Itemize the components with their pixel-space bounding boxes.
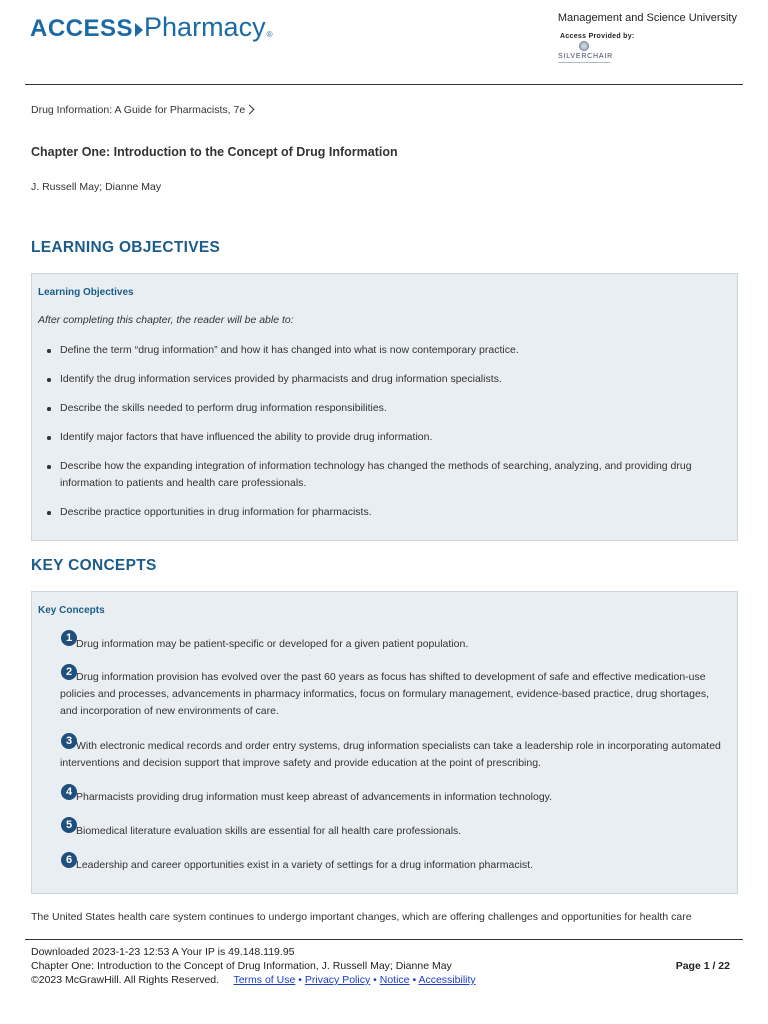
concept-number-3-icon: 3 xyxy=(61,733,77,749)
copyright-text: ©2023 McGrawHill. All Rights Reserved. xyxy=(31,974,220,986)
learning-objective-item: Identify major factors that have influenced the ability to provide drug information. xyxy=(60,431,433,443)
accesspharmacy-logo[interactable] xyxy=(30,12,272,43)
bullet-icon xyxy=(47,465,51,469)
concept-number-5-icon: 5 xyxy=(61,817,77,833)
key-concepts-box-title: Key Concepts xyxy=(38,605,105,616)
silverchair-logo xyxy=(558,41,614,65)
learning-objective-item: Define the term “drug information” and how it has changed into what is now contemporary practice. xyxy=(60,344,519,356)
logo-arrow-icon xyxy=(135,23,143,37)
bullet-icon xyxy=(47,436,51,440)
learning-objective-item: Identify the drug information services provided by pharmacists and drug information specialists. xyxy=(60,373,502,385)
silverchair-logo-rule xyxy=(558,62,610,63)
body-paragraph: The United States health care system continues to undergo important changes, which are offering challenges and opportunities for health care xyxy=(31,911,692,923)
footer-copyright-row xyxy=(31,974,476,986)
access-provided-by-label: Access Provided by: xyxy=(560,33,635,40)
notice-link[interactable]: Notice xyxy=(379,974,410,986)
key-concept-text: Biomedical literature evaluation skills are essential for all health care professionals. xyxy=(76,825,462,837)
bullet-icon xyxy=(47,511,51,515)
link-separator: • xyxy=(373,974,377,986)
download-info: Downloaded 2023-1-23 12:53 A Your IP is 49.148.119.95 xyxy=(31,946,295,958)
key-concept-item xyxy=(60,789,725,806)
concept-number-4-icon: 4 xyxy=(61,784,77,800)
logo-registered-mark: ® xyxy=(266,30,273,39)
chevron-right-icon xyxy=(245,105,255,115)
bullet-icon xyxy=(47,349,51,353)
page-number: Page 1 / 22 xyxy=(675,960,730,972)
key-concept-item xyxy=(60,636,725,653)
learning-objective-item: Describe the skills needed to perform drug information responsibilities. xyxy=(60,402,387,414)
key-concept-text: Drug information provision has evolved over the past 60 years as focus has shifted to development of safe and effective medication-use policies and processes, advancements in pharmacy informatics, focus on formulary management, evidence-based practice, drug shortages, and incorporation of new environments of care. xyxy=(60,671,709,717)
chapter-citation: Chapter One: Introduction to the Concept of Drug Information, J. Russell May; Dianne May xyxy=(31,960,452,972)
chapter-authors: J. Russell May; Dianne May xyxy=(31,181,162,193)
learning-objectives-box-title: Learning Objectives xyxy=(38,287,134,298)
concept-number-6-icon: 6 xyxy=(61,852,77,868)
breadcrumb[interactable] xyxy=(31,104,253,116)
concept-number-1-icon: 1 xyxy=(61,630,77,646)
concept-number-2-icon: 2 xyxy=(61,664,77,680)
privacy-policy-link[interactable]: Privacy Policy xyxy=(304,974,371,986)
key-concepts-box xyxy=(31,591,738,894)
logo-access-text: ACCESS xyxy=(30,15,134,42)
learning-objective-item: Describe practice opportunities in drug information for pharmacists. xyxy=(60,506,372,518)
learning-objectives-heading: LEARNING OBJECTIVES xyxy=(31,239,221,256)
institution-name: Management and Science University xyxy=(557,12,737,24)
terms-of-use-link[interactable]: Terms of Use xyxy=(233,974,296,986)
header-divider xyxy=(25,84,743,85)
key-concept-item xyxy=(60,857,725,874)
accessibility-link[interactable]: Accessibility xyxy=(418,974,476,986)
key-concepts-heading: KEY CONCEPTS xyxy=(31,557,157,574)
key-concept-text: Leadership and career opportunities exist in a variety of settings for a drug information pharmacist. xyxy=(76,859,533,871)
key-concept-item xyxy=(60,669,725,720)
silverchair-logo-text: SILVERCHAIR xyxy=(558,53,613,60)
key-concept-item xyxy=(60,738,725,772)
footer-divider xyxy=(25,939,743,940)
key-concept-text: Pharmacists providing drug information must keep abreast of advancements in information technology. xyxy=(76,791,553,803)
logo-pharmacy-text: Pharmacy xyxy=(144,12,266,42)
page-header xyxy=(0,0,768,85)
key-concept-text: Drug information may be patient-specific or developed for a given patient population. xyxy=(76,638,469,650)
key-concept-text: With electronic medical records and order entry systems, drug information specialists can take a leadership role in incorporating automated interventions and decision support that improve safety and provide education at the point of prescribing. xyxy=(60,740,721,769)
silverchair-globe-icon xyxy=(579,41,589,51)
learning-objective-item: Describe how the expanding integration of information technology has changed the methods of searching, analyzing, and providing drug information to patients and health care professionals. xyxy=(60,460,692,489)
key-concept-item xyxy=(60,823,725,840)
bullet-icon xyxy=(47,378,51,382)
learning-objectives-intro: After completing this chapter, the reader will be able to: xyxy=(38,314,294,326)
bullet-icon xyxy=(47,407,51,411)
link-separator: • xyxy=(412,974,417,986)
learning-objectives-box xyxy=(31,273,738,541)
link-separator: • xyxy=(298,974,302,986)
breadcrumb-book-link[interactable]: Drug Information: A Guide for Pharmacists, 7e xyxy=(31,104,246,116)
chapter-title: Chapter One: Introduction to the Concept of Drug Information xyxy=(31,145,398,159)
